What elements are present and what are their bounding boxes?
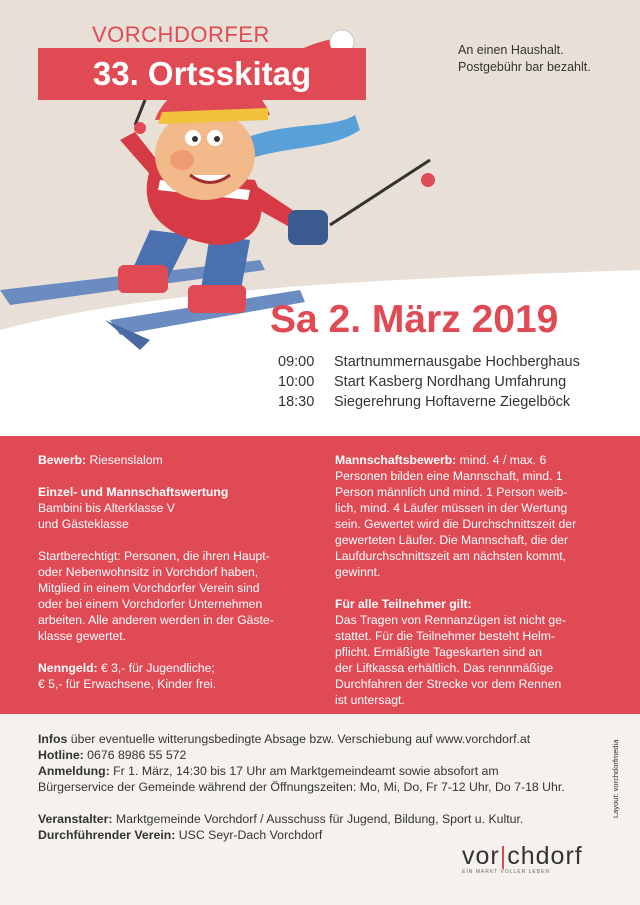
teilnehmer-paragraph [335, 596, 615, 708]
layout-credit-text: Layout: vorchdorfmedia [611, 739, 620, 818]
bewerb-value: Riesenslalom [86, 453, 163, 467]
mannschaft-line: sein. Gewertet wird die Durchschnittszeit der [335, 517, 577, 531]
startberechtigt-line: Startberechtigt: Personen, die ihren Haupt- [38, 549, 270, 563]
postage-note [458, 42, 591, 76]
verein-text: USC Seyr-Dach Vorchdorf [175, 828, 323, 842]
infos-text: über eventuelle witterungsbedingte Absage bzw. Verschiebung auf www.vorchdorf.at [67, 732, 531, 746]
teilnehmer-line: Durchfahren der Strecke vor dem Rennen [335, 677, 562, 691]
schedule-time: 09:00 [278, 354, 315, 370]
postage-line: An einen Haushalt. [458, 43, 564, 57]
mannschaft-paragraph [335, 452, 615, 580]
mannschaft-line: Laufdurchschnittszeit am nächsten kommt, [335, 549, 566, 563]
verein-line [38, 827, 598, 843]
infos-line [38, 731, 598, 747]
startberechtigt-line: Mitglied in einem Vorchdorfer Verein sind [38, 581, 260, 595]
mannschaft-label: Mannschaftsbewerb: [335, 453, 457, 467]
mannschaft-line: lich, mind. 4 Läufer müssen in der Wertung [335, 501, 568, 515]
hotline-line [38, 747, 598, 763]
anmeldung-text: Fr 1. März, 14:30 bis 17 Uhr am Marktgemeindeamt sowie absofort am [109, 764, 499, 778]
schedule-row [278, 392, 580, 412]
teilnehmer-line: ist untersagt. [335, 693, 405, 707]
left-info-column [38, 452, 308, 708]
teilnehmer-line: der Liftkassa erhältlich. Das rennmäßige [335, 661, 554, 675]
nenngeld-line: € 5,- für Erwachsene, Kinder frei. [38, 677, 217, 691]
logo-tagline: EIN MARKT VOLLER LEBEN [462, 869, 551, 875]
logo-wordmark [462, 842, 583, 871]
teilnehmer-heading: Für alle Teilnehmer gilt: [335, 597, 472, 611]
anmeldung-line [38, 763, 598, 779]
startberechtigt-line: arbeiten. Alle anderen werden in der Gäste- [38, 613, 274, 627]
schedule-text: Siegerehrung Hoftaverne Ziegelböck [334, 394, 571, 410]
mannschaft-line: Personen bilden eine Mannschaft, mind. 1 [335, 469, 563, 483]
info-panel [0, 436, 640, 714]
nenngeld-label: Nenngeld: [38, 661, 98, 675]
startberechtigt-paragraph [38, 548, 308, 644]
hotline-text: 0676 8986 55 572 [83, 748, 187, 762]
event-title: 33. Ortsskitag [38, 48, 366, 100]
mannschaft-line: Person männlich und mind. 1 Person weib- [335, 485, 568, 499]
logo-text: vor [462, 842, 500, 870]
schedule-time: 10:00 [278, 374, 315, 390]
veranstalter-line [38, 811, 598, 827]
spacer [38, 795, 598, 811]
nenngeld-paragraph [38, 660, 308, 692]
bewerb-label: Bewerb: [38, 453, 87, 467]
schedule-row [278, 352, 580, 372]
vorchdorf-logo [462, 842, 583, 875]
teilnehmer-line: Das Tragen von Rennanzügen ist nicht ge- [335, 613, 567, 627]
startberechtigt-line: oder Nebenwohnsitz in Vorchdorf haben, [38, 565, 259, 579]
wertung-heading: Einzel- und Mannschaftswertung [38, 485, 229, 499]
startberechtigt-line: klasse gewertet. [38, 629, 127, 643]
startberechtigt-line: oder bei einem Vorchdorfer Unternehmen [38, 597, 263, 611]
anmeldung-line: Bürgerservice der Gemeinde während der Öffnungszeiten: Mo, Mi, Do, Fr 7-12 Uhr, Do 7-18 Uhr. [38, 780, 565, 794]
schedule-text: Start Kasberg Nordhang Umfahrung [334, 374, 567, 390]
schedule-row [278, 372, 580, 392]
wertung-line: Bambini bis Alterklasse V [38, 501, 175, 515]
anmeldung-label: Anmeldung: [38, 764, 110, 778]
wertung-paragraph [38, 484, 308, 532]
event-kicker: VORCHDORFER [92, 22, 270, 47]
mannschaft-line: mind. 4 / max. 6 [456, 453, 547, 467]
teilnehmer-line: pflicht. Ermäßigte Tageskarten sind an [335, 645, 543, 659]
nenngeld-line: € 3,- für Jugendliche; [97, 661, 215, 675]
logo-accent: | [499, 842, 508, 870]
verein-label: Durchführender Verein: [38, 828, 176, 842]
layout-credit [610, 730, 620, 820]
schedule-text: Startnummernausgabe Hochberghaus [334, 354, 580, 370]
hotline-label: Hotline: [38, 748, 84, 762]
footer-info [38, 731, 598, 843]
wertung-line: und Gästeklasse [38, 517, 129, 531]
right-info-column [335, 452, 615, 724]
event-date: Sa 2. März 2019 [270, 298, 559, 341]
veranstalter-label: Veranstalter: [38, 812, 113, 826]
veranstalter-text: Marktgemeinde Vorchdorf / Ausschuss für Jugend, Bildung, Sport u. Kultur. [112, 812, 524, 826]
postage-line: Postgebühr bar bezahlt. [458, 60, 591, 74]
logo-text: chdorf [507, 842, 583, 870]
schedule-list [278, 352, 580, 412]
teilnehmer-line: stattet. Für die Teilnehmer besteht Helm- [335, 629, 555, 643]
mannschaft-line: gewinnt. [335, 565, 381, 579]
schedule-time: 18:30 [278, 394, 315, 410]
infos-label: Infos [38, 732, 68, 746]
mannschaft-line: gewerteten Läufer. Die Mannschaft, die der [335, 533, 569, 547]
bewerb-paragraph [38, 452, 308, 468]
